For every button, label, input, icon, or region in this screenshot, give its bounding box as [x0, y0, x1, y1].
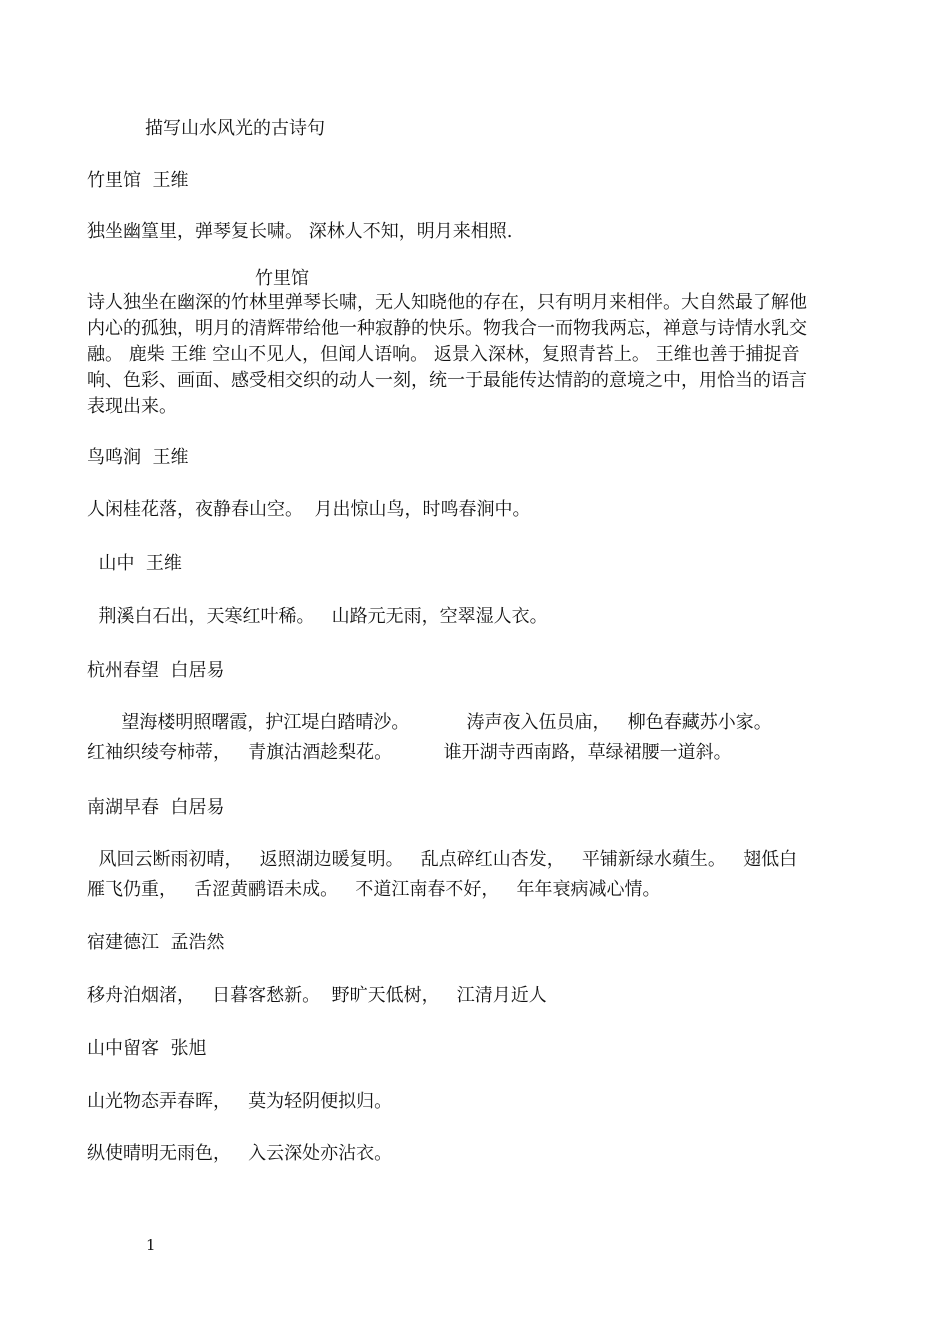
- poem-text-sujiande: 移舟泊烟渚， 日暮客愁新。 野旷天低树， 江清月近人: [87, 985, 547, 1006]
- poem-text-zhuliguan: 独坐幽篁里，弹琴复长啸。 深林人不知，明月来相照.: [87, 221, 513, 242]
- poem-heading-zhuliguan: 竹里馆 王维: [87, 170, 189, 191]
- poem-heading-hangzhou: 杭州春望 白居易: [87, 660, 225, 681]
- poem-text-shanzhongliuke-1: 山光物态弄春晖， 莫为轻阴便拟归。: [87, 1091, 393, 1112]
- poem-text-shanzhongliuke-2: 纵使晴明无雨色， 入云深处亦沾衣。: [87, 1143, 393, 1164]
- poem-text-hangzhou-2: 红袖织绫夸柿蒂， 青旗沽酒趁梨花。 谁开湖寺西南路，草绿裙腰一道斜。: [87, 742, 732, 763]
- poem-text-niaomingjian: 人闲桂花落，夜静春山空。 月出惊山鸟，时鸣春涧中。: [87, 499, 531, 520]
- poem-heading-sujiande: 宿建德江 孟浩然: [87, 932, 225, 953]
- poem-text-nanhu-2: 雁飞仍重， 舌涩黄鹂语未成。 不道江南春不好， 年年衰病减心情。: [87, 879, 661, 900]
- poem-heading-shanzhong: 山中 王维: [87, 553, 182, 574]
- document-title: 描写山水风光的古诗句: [145, 118, 325, 139]
- poem-text-hangzhou-1: 望海楼明照曙霞，护江堤白踏晴沙。 涛声夜入伍员庙， 柳色春藏苏小家。: [87, 712, 772, 733]
- commentary-paragraph: 诗人独坐在幽深的竹林里弹琴长啸，无人知晓他的存在，只有明月来相伴。大自然最了解他内心的孤独，明月的清辉带给他一种寂静的快乐。物我合一而物我两忘，禅意与诗情水乳交融。 鹿柴 王维 空山不见人，但闻人语响。 返景入深林，复照青苔上。 王维也善于捕捉音响、色彩、画面、感受相交织的动人一刻，统一于最能传达情韵的意境之中，用恰当的语言表现出来。: [87, 292, 807, 417]
- poem-text-nanhu-1: 风回云断雨初晴， 返照湖边暖复明。 乱点碎红山杏发， 平铺新绿水蘋生。 翅低白: [87, 849, 798, 870]
- page-number: 1: [146, 1236, 156, 1254]
- poem-heading-niaomingjian: 鸟鸣涧 王维: [87, 447, 189, 468]
- commentary-subheading: 竹里馆: [255, 268, 309, 289]
- poem-text-shanzhong: 荆溪白石出，天寒红叶稀。 山路元无雨，空翠湿人衣。: [87, 606, 548, 627]
- poem-heading-nanhu: 南湖早春 白居易: [87, 797, 225, 818]
- poem-heading-shanzhongliuke: 山中留客 张旭: [87, 1038, 207, 1059]
